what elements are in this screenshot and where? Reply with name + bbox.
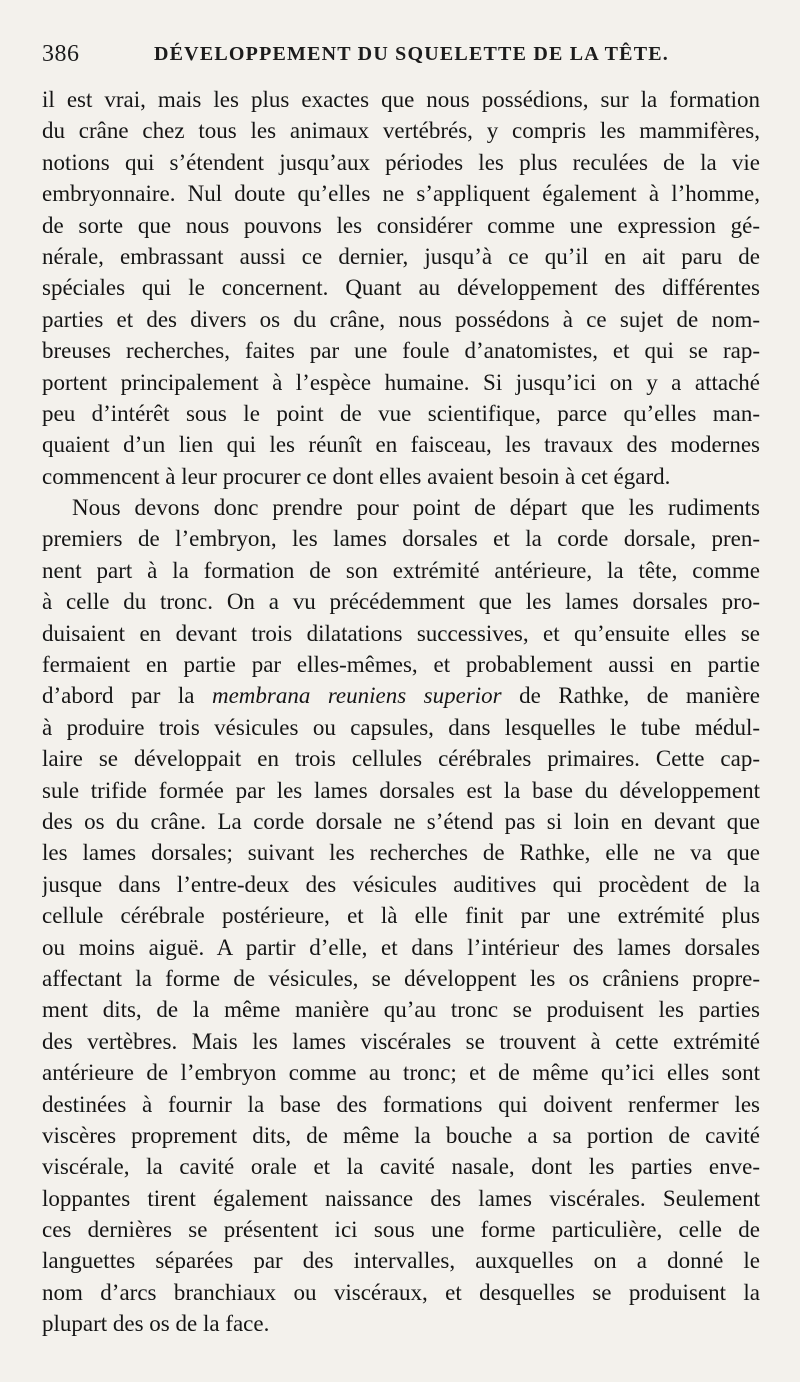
- text-line: du crâne chez tous les animaux vertébrés, y compris les mammifères,: [42, 118, 760, 144]
- text-line: jusque dans l’entre-deux des vésicules auditives qui procèdent de la: [42, 871, 760, 897]
- text-line: ces dernières se présentent ici sous une forme particulière, celle de: [42, 1217, 760, 1243]
- text-line: fermaient en partie par elles-mêmes, et probablement aussi en partie: [42, 652, 760, 678]
- text-line: viscérale, la cavité orale et la cavité nasale, dont les parties enve-: [42, 1154, 760, 1180]
- text-line: laire se développait en trois cellules cérébrales primaires. Cette cap-: [42, 746, 760, 772]
- text-run: d’abord par la: [42, 683, 212, 709]
- text-line: notions qui s’étendent jusqu’aux périodes les plus reculées de la vie: [42, 149, 760, 175]
- text-line: peu d’intérêt sous le point de vue scientifique, parce qu’elles man-: [42, 400, 760, 426]
- page-header: [42, 36, 762, 72]
- text-line: ou moins aiguë. A partir d’elle, et dans l’intérieur des lames dorsales: [42, 934, 760, 960]
- paragraph-start-line: Nous devons donc prendre pour point de départ que les rudiments: [72, 495, 760, 521]
- text-line: breuses recherches, faites par une foule d’anatomistes, et qui se rap-: [42, 338, 760, 364]
- page-number: 386: [42, 41, 80, 67]
- text-line: il est vrai, mais les plus exactes que nous possédions, sur la formation: [42, 87, 760, 112]
- text-line: de sorte que nous pouvons les considérer comme une expression gé-: [42, 212, 760, 238]
- text-line: quaient d’un lien qui les réunît en faisceau, les travaux des modernes: [42, 432, 760, 458]
- text-line: les lames dorsales; suivant les recherches de Rathke, elle ne va que: [42, 840, 760, 866]
- text-line-with-italic: [42, 680, 760, 711]
- text-line: cellule cérébrale postérieure, et là elle finit par une extrémité plus: [42, 903, 760, 929]
- text-line: premiers de l’embryon, les lames dorsales et la corde dorsale, pren-: [42, 526, 760, 552]
- text-line: affectant la forme de vésicules, se développent les os crâniens propre-: [42, 965, 760, 991]
- text-line: nent part à la formation de son extrémité antérieure, la tête, comme: [42, 557, 760, 583]
- text-run: de Rathke, de manière: [501, 683, 760, 709]
- text-line: des os du crâne. La corde dorsale ne s’étend pas si loin en devant que: [42, 808, 760, 834]
- text-line: ment dits, de la même manière qu’au tronc se produisent les parties: [42, 997, 760, 1023]
- text-line: des vertèbres. Mais les lames viscérales se trouvent à cette extrémité: [42, 1028, 760, 1054]
- text-line: à celle du tronc. On a vu précédemment que les lames dorsales pro-: [42, 589, 760, 615]
- text-line: parties et des divers os du crâne, nous possédons à ce sujet de nom-: [42, 306, 760, 332]
- paragraph-end-line: plupart des os de la face.: [42, 1311, 270, 1337]
- text-line: à produire trois vésicules ou capsules, dans lesquelles le tube médul-: [42, 714, 760, 740]
- text-line: nom d’arcs branchiaux ou viscéraux, et desquelles se produisent la: [42, 1279, 760, 1305]
- text-line: nérale, embrassant aussi ce dernier, jusqu’à ce qu’il en ait paru de: [42, 243, 760, 269]
- text-line: portent principalement à l’espèce humaine. Si jusqu’ici on y a attaché: [42, 369, 760, 395]
- running-head: DÉVELOPPEMENT DU SQUELETTE DE LA TÊTE.: [154, 43, 669, 65]
- text-line: duisaient en devant trois dilatations successives, et qu’ensuite elles se: [42, 620, 760, 646]
- text-line: antérieure de l’embryon comme au tronc; et de même qu’ici elles sont: [42, 1060, 760, 1086]
- text-line: spéciales qui le concernent. Quant au développement des différentes: [42, 275, 760, 301]
- text-line: destinées à fournir la base des formations qui doivent renfermer les: [42, 1091, 760, 1117]
- italic-term: membrana reuniens superior: [211, 683, 502, 709]
- text-line: loppantes tirent également naissance des lames viscérales. Seulement: [42, 1185, 760, 1211]
- text-line: languettes séparées par des intervalles, auxquelles on a donné le: [42, 1248, 760, 1274]
- body-text: [42, 84, 760, 1340]
- paragraph-end-line: commencent à leur procurer ce dont elles avaient besoin à cet égard.: [42, 463, 671, 489]
- text-line: embryonnaire. Nul doute qu’elles ne s’appliquent également à l’homme,: [42, 181, 760, 207]
- text-line: sule trifide formée par les lames dorsales est la base du développement: [42, 777, 760, 803]
- text-line: viscères proprement dits, de même la bouche a sa portion de cavité: [42, 1122, 760, 1148]
